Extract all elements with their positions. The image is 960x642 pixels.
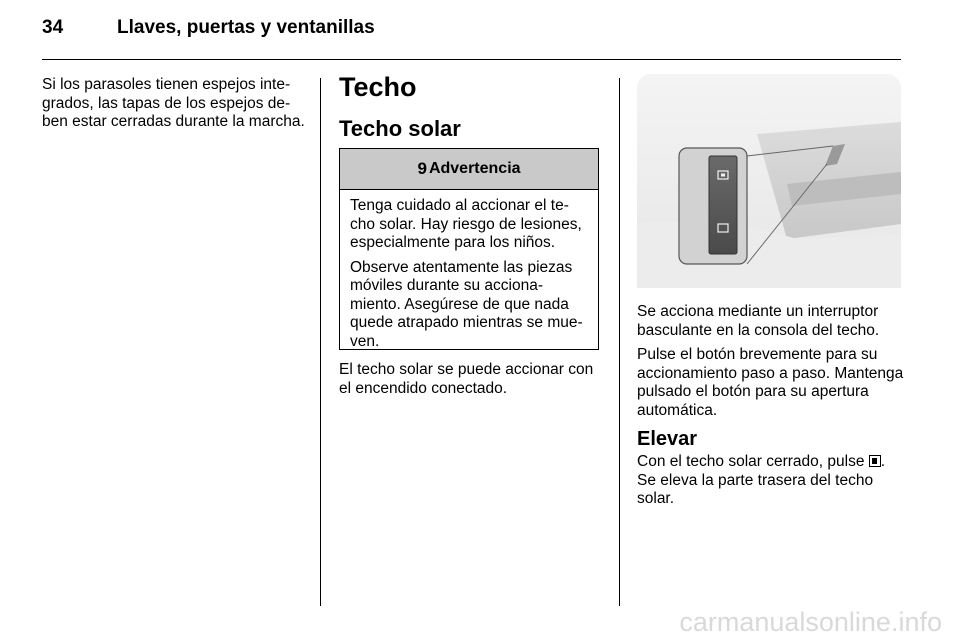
warning-header	[340, 149, 598, 190]
sunroof-switch-illustration	[637, 74, 901, 288]
ignition-paragraph: El techo solar se puede accionar con el encendido conectado.	[339, 361, 594, 397]
rocker-paragraph: Se acciona mediante un interruptor basculante en la consola del techo.	[637, 303, 880, 339]
warning-title: Advertencia	[428, 160, 521, 177]
elevar-text	[637, 453, 907, 509]
warning-paragraph-1: Tenga cuidado al accionar el techo solar. Hay riesgo de lesiones, especialmente para los niños.	[350, 197, 582, 251]
switch-upper-symbol-dot	[721, 174, 725, 177]
warning-box	[339, 148, 599, 350]
mirror-paragraph: Si los parasoles tienen espejos integrados, las tapas de los espejos deben estar cerradas durante la marcha.	[42, 76, 305, 130]
column-3-text	[637, 303, 907, 426]
column-1	[42, 76, 307, 138]
warning-body	[340, 190, 598, 351]
tilt-symbol-icon	[869, 455, 881, 467]
page-number: 34	[42, 17, 64, 38]
column-divider-1	[320, 78, 321, 606]
section-title: Techo	[339, 72, 417, 102]
operation-paragraph: Pulse el botón brevemente para su accionamiento paso a paso. Mantenga pulsado el botón para su apertura automática.	[637, 346, 904, 419]
watermark: carmanualsonline.info	[679, 607, 942, 637]
elevar-heading: Elevar	[637, 428, 698, 450]
column-2-text	[339, 361, 607, 404]
warning-triangle-icon: 9	[417, 159, 427, 178]
subsection-title: Techo solar	[339, 116, 461, 141]
column-divider-2	[619, 78, 620, 606]
elevar-text-after: . Se eleva la parte trasera del techo solar.	[637, 453, 886, 507]
elevar-text-before: Con el techo solar cerrado, pulse	[637, 453, 865, 470]
warning-paragraph-2: Observe atentamente las piezas móviles durante su accionamiento. Asegúrese de que nada quede atrapado mientras se mueven.	[350, 258, 583, 350]
header-divider	[42, 59, 901, 60]
chapter-title: Llaves, puertas y ventanillas	[117, 17, 375, 38]
